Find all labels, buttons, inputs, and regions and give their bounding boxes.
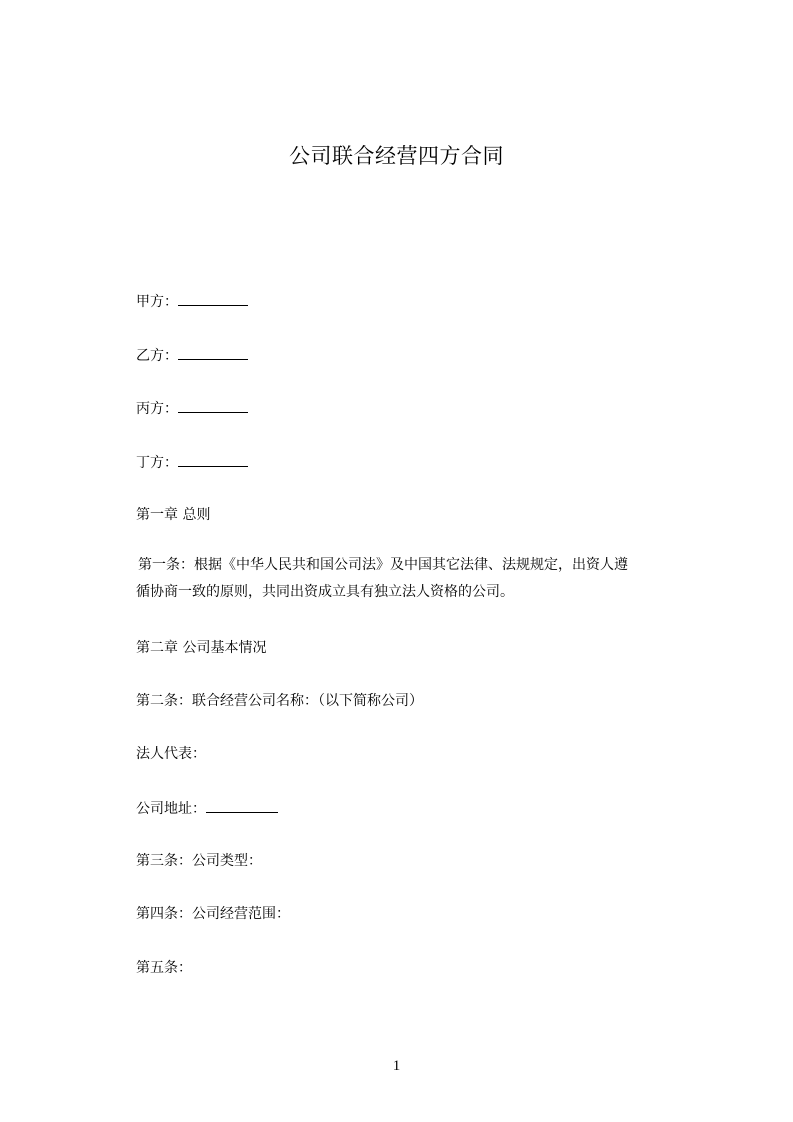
party-b-blank	[178, 345, 248, 360]
party-d-label: 丁方：	[136, 455, 178, 471]
party-c-blank	[178, 398, 248, 413]
article-1-line-1: 第一条：根据《中华人民共和国公司法》及中国其它法律、法规规定，出资人遵	[138, 557, 628, 573]
article-1-line-2: 循协商一致的原则，共同出资成立具有独立法人资格的公司。	[136, 584, 514, 600]
party-a-line	[136, 291, 248, 312]
company-address-blank	[206, 798, 278, 813]
chapter-2-heading: 第二章 公司基本情况	[136, 640, 267, 656]
party-d-blank	[178, 452, 248, 467]
legal-representative-line: 法人代表：	[136, 746, 206, 762]
article-3-line: 第三条：公司类型：	[136, 853, 262, 869]
party-a-blank	[178, 291, 248, 306]
party-b-label: 乙方：	[136, 348, 178, 364]
article-1-paragraph	[136, 552, 706, 606]
chapter-1-heading: 第一章 总则	[136, 507, 211, 523]
party-c-label: 丙方：	[136, 401, 178, 417]
article-2-line: 第二条：联合经营公司名称：（以下简称公司）	[136, 693, 423, 709]
party-b-line	[136, 345, 248, 366]
article-5-line: 第五条：	[136, 960, 192, 976]
party-a-label: 甲方：	[136, 294, 178, 310]
document-title: 公司联合经营四方合同	[289, 144, 504, 168]
article-4-line: 第四条：公司经营范围：	[136, 906, 290, 922]
company-address-line	[136, 798, 278, 819]
party-c-line	[136, 398, 248, 419]
party-d-line	[136, 452, 248, 473]
page-number: 1	[392, 1058, 401, 1074]
company-address-label: 公司地址：	[136, 801, 206, 817]
